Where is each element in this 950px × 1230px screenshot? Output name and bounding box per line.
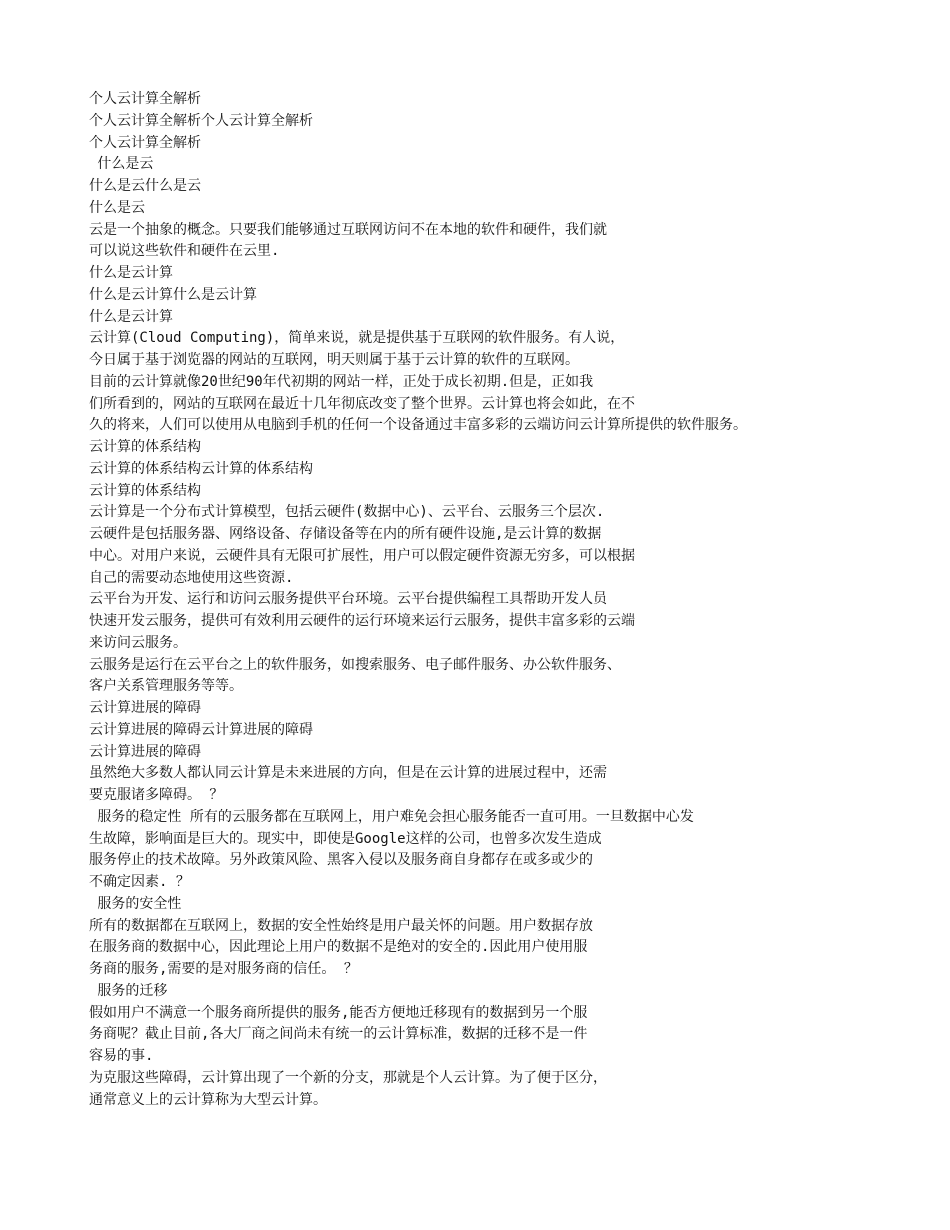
document-body bbox=[89, 89, 869, 1111]
text-line: 什么是云什么是云 bbox=[89, 178, 201, 194]
text-line: 个人云计算全解析个人云计算全解析 bbox=[89, 112, 313, 129]
text-line: 快速开发云服务，提供可有效利用云硬件的运行环境来运行云服务，提供丰富多彩的云端 bbox=[89, 613, 635, 629]
text-line: 服务的安全性 bbox=[89, 895, 182, 912]
text-line: 云计算进展的障碍 bbox=[89, 700, 201, 716]
text-line: 云硬件是包括服务器、网络设备、存储设备等在内的所有硬件设施,是云计算的数据 bbox=[89, 526, 602, 542]
text-line: 中心。对用户来说，云硬件具有无限可扩展性，用户可以假定硬件资源无穷多，可以根据 bbox=[89, 547, 635, 564]
text-line: 云计算的体系结构云计算的体系结构 bbox=[89, 460, 313, 477]
text-line: 久的将来，人们可以使用从电脑到手机的任何一个设备通过丰富多彩的云端访问云计算所提供的软件服务。 bbox=[89, 417, 747, 434]
text-line: 务商的服务,需要的是对服务商的信任。 ？ bbox=[89, 961, 358, 977]
text-line: 什么是云计算 bbox=[89, 265, 173, 281]
text-line: 服务的迁移 bbox=[89, 982, 168, 999]
text-line: 个人云计算全解析 bbox=[89, 91, 201, 107]
text-line: 不确定因素. ？ bbox=[89, 874, 190, 890]
text-line: 在服务商的数据中心，因此理论上用户的数据不是绝对的安全的.因此用户使用服 bbox=[89, 939, 588, 956]
text-line: 所有的数据都在互联网上，数据的安全性始终是用户最关怀的问题。用户数据存放 bbox=[89, 917, 593, 934]
text-line: 要克服诸多障碍。 ？ bbox=[89, 787, 224, 803]
text-line: 云计算(Cloud Computing)，简单来说，就是提供基于互联网的软件服务。有人说， bbox=[89, 330, 625, 347]
text-line: 生故障，影响面是巨大的。现实中，即使是Google这样的公司，也曾多次发生造成 bbox=[89, 830, 602, 847]
text-line: 务商呢？截止目前,各大厂商之间尚未有统一的云计算标准，数据的迁移不是一件 bbox=[89, 1026, 588, 1043]
text-line: 自己的需要动态地使用这些资源. bbox=[89, 569, 294, 586]
text-line: 云计算的体系结构 bbox=[89, 482, 201, 499]
text-line: 可以说这些软件和硬件在云里. bbox=[89, 243, 280, 260]
text-line: 云计算是一个分布式计算模型，包括云硬件(数据中心)、云平台、云服务三个层次. bbox=[89, 504, 605, 521]
text-line: 来访问云服务。 bbox=[89, 634, 187, 651]
text-line: 云计算进展的障碍 bbox=[89, 743, 201, 760]
text-line: 为克服这些障碍，云计算出现了一个新的分支，那就是个人云计算。为了便于区分， bbox=[89, 1069, 607, 1086]
text-line: 服务的稳定性 所有的云服务都在互联网上，用户难免会担心服务能否一直可用。一旦数据中心发 bbox=[89, 808, 694, 825]
text-line: 通常意义上的云计算称为大型云计算。 bbox=[89, 1091, 327, 1108]
text-line: 云服务是运行在云平台之上的软件服务，如搜索服务、电子邮件服务、办公软件服务、 bbox=[89, 656, 621, 673]
text-line: 什么是云 bbox=[89, 199, 145, 216]
text-line: 云计算进展的障碍云计算进展的障碍 bbox=[89, 721, 313, 738]
text-line: 假如用户不满意一个服务商所提供的服务,能否方便地迁移现有的数据到另一个服 bbox=[89, 1004, 588, 1021]
text-line: 服务停止的技术故障。另外政策风险、黑客入侵以及服务商自身都存在或多或少的 bbox=[89, 852, 593, 869]
text-line: 云是一个抽象的概念。只要我们能够通过互联网访问不在本地的软件和硬件，我们就 bbox=[89, 221, 607, 238]
text-line: 云计算的体系结构 bbox=[89, 439, 201, 455]
text-line: 目前的云计算就像20世纪90年代初期的网站一样，正处于成长初期.但是，正如我 bbox=[89, 373, 594, 390]
text-line: 什么是云计算 bbox=[89, 308, 173, 325]
text-line: 客户关系管理服务等等。 bbox=[89, 678, 243, 695]
text-line: 个人云计算全解析 bbox=[89, 134, 201, 151]
text-line: 们所看到的，网站的互联网在最近十几年彻底改变了整个世界。云计算也将会如此，在不 bbox=[89, 395, 635, 412]
text-line: 容易的事. bbox=[89, 1048, 154, 1064]
text-line: 虽然绝大多数人都认同云计算是未来进展的方向，但是在云计算的进展过程中，还需 bbox=[89, 765, 607, 782]
text-line: 什么是云 bbox=[89, 156, 154, 173]
text-line: 云平台为开发、运行和访问云服务提供平台环境。云平台提供编程工具帮助开发人员 bbox=[89, 591, 607, 608]
text-line: 今日属于基于浏览器的网站的互联网，明天则属于基于云计算的软件的互联网。 bbox=[89, 352, 579, 368]
text-line: 什么是云计算什么是云计算 bbox=[89, 286, 257, 303]
